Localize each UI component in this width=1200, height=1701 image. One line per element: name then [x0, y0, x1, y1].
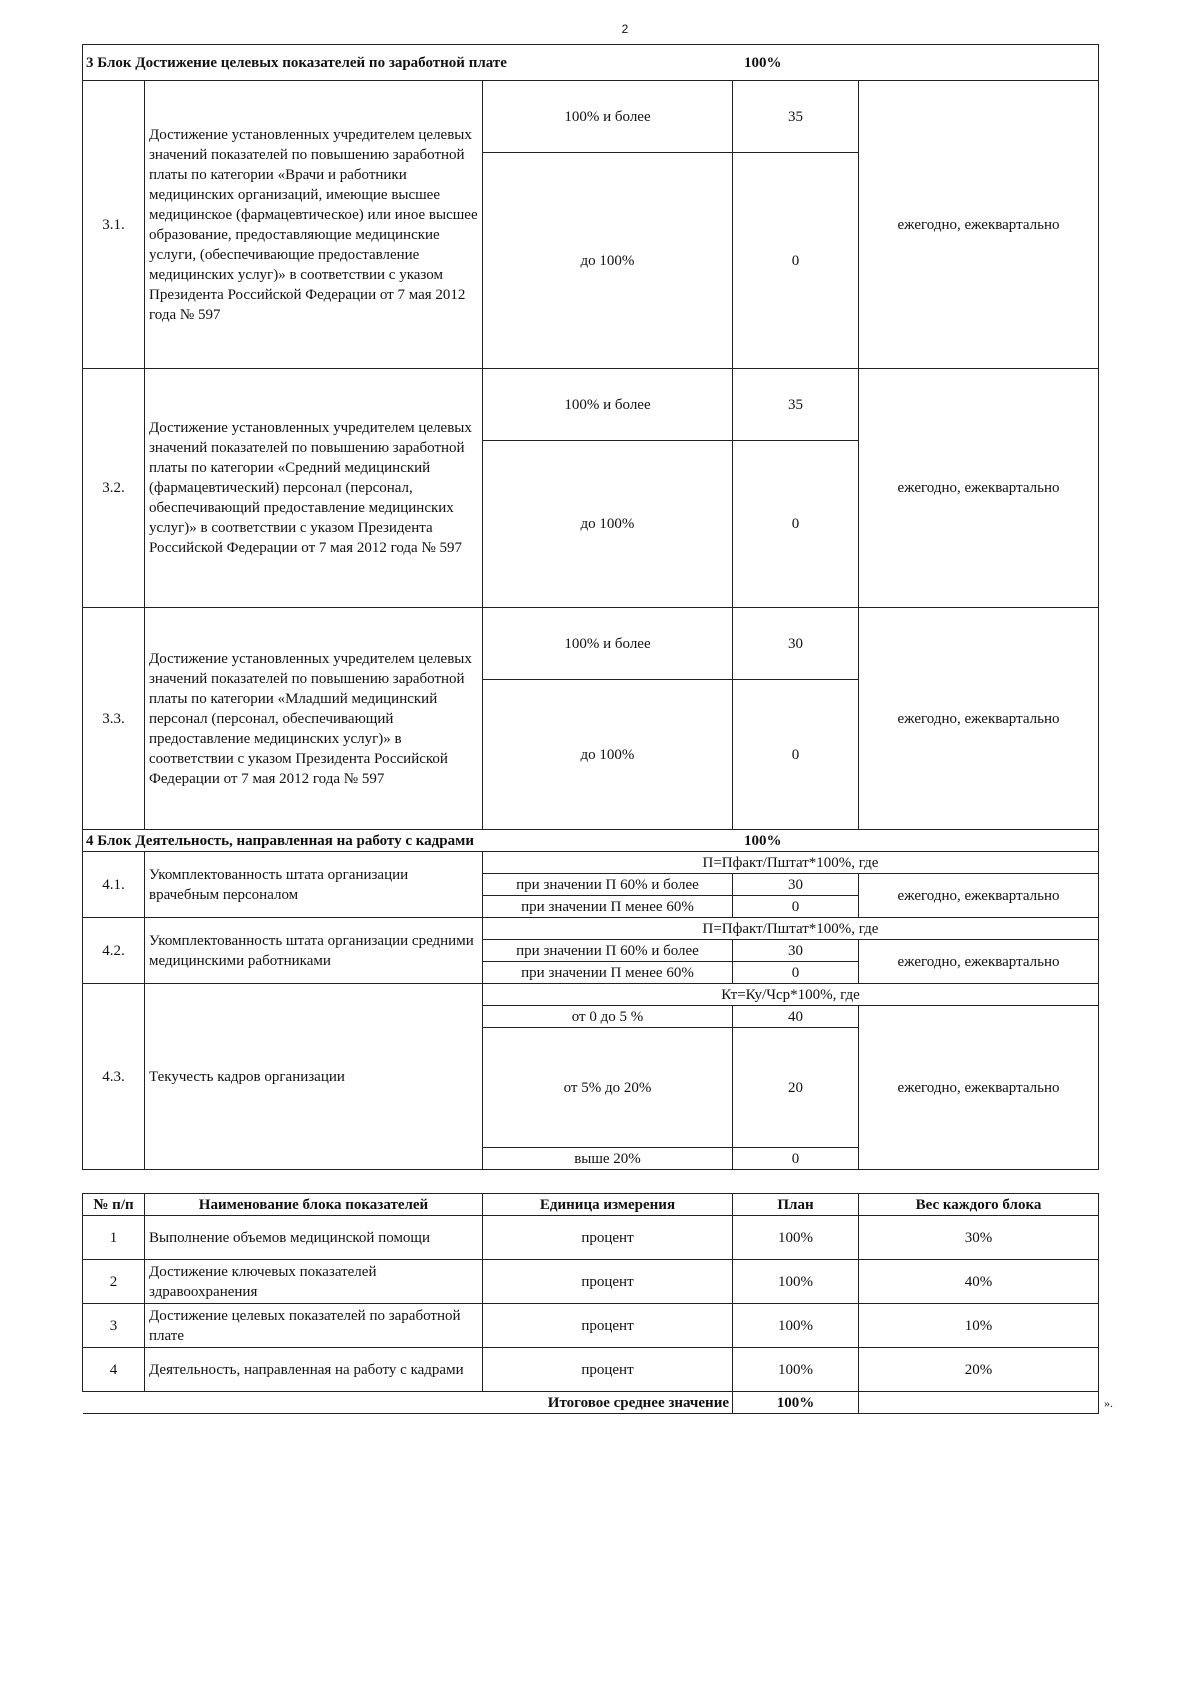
table-row — [83, 1216, 1099, 1260]
summary-total-row — [83, 1392, 1099, 1414]
condition: 100% и более — [483, 369, 733, 441]
indicator-text: Достижение установленных учредителем целевых значений показателей по повышению заработной платы по категории «Младший медицинский персонал (персонал, обеспечивающий предоставление медицинских услуг)» в соответствии с указом Президента Российской Федерации от 7 мая 2012 года № 597 — [145, 608, 483, 830]
indicator-text: Достижение установленных учредителем целевых значений показателей по повышению заработной платы по категории «Средний медицинский (фармацевтический) персонал (персонал, обеспечивающий предоставление медицинских услуг)» в соответствии с указом Президента Российской Федерации от 7 мая 2012 года № 597 — [145, 369, 483, 608]
indicator-text: Укомплектованность штата организации средними медицинскими работниками — [145, 918, 483, 984]
score: 0 — [733, 680, 859, 830]
table-row — [83, 1304, 1099, 1348]
block-name: Деятельность, направленная на работу с кадрами — [145, 1348, 483, 1392]
row-number: 4.3. — [83, 984, 145, 1170]
table-row — [83, 984, 1099, 1006]
condition: выше 20% — [483, 1148, 733, 1170]
plan: 100% — [733, 1216, 859, 1260]
block-name: Достижение ключевых показателей здравоохранения — [145, 1260, 483, 1304]
row-number: 4 — [83, 1348, 145, 1392]
row-number: 1 — [83, 1216, 145, 1260]
indicator-text: Укомплектованность штата организации врачебным персоналом — [145, 852, 483, 918]
period: ежегодно, ежеквартально — [859, 81, 1099, 369]
plan: 100% — [733, 1304, 859, 1348]
formula: П=Пфакт/Пштат*100%, где — [483, 852, 1099, 874]
column-header: Единица измерения — [483, 1194, 733, 1216]
block-weight: 10% — [859, 1304, 1099, 1348]
indicator-text: Текучесть кадров организации — [145, 984, 483, 1170]
total-label: Итоговое среднее значение — [83, 1392, 733, 1414]
block-weight: 30% — [859, 1216, 1099, 1260]
plan: 100% — [733, 1260, 859, 1304]
row-number: 3.2. — [83, 369, 145, 608]
table-row — [83, 81, 1099, 153]
table-row — [83, 852, 1099, 874]
column-header: Вес каждого блока — [859, 1194, 1099, 1216]
period: ежегодно, ежеквартально — [859, 369, 1099, 608]
score: 0 — [733, 153, 859, 369]
block4-header-row — [83, 830, 1099, 852]
total-value: 100% — [733, 1392, 859, 1414]
block3-header-row — [83, 45, 1099, 81]
score: 0 — [733, 896, 859, 918]
score: 20 — [733, 1028, 859, 1148]
table-row — [83, 1260, 1099, 1304]
block-name: Достижение целевых показателей по заработной плате — [145, 1304, 483, 1348]
condition: при значении П 60% и более — [483, 874, 733, 896]
condition: 100% и более — [483, 81, 733, 153]
score: 30 — [733, 874, 859, 896]
period: ежегодно, ежеквартально — [859, 608, 1099, 830]
condition: от 0 до 5 % — [483, 1006, 733, 1028]
page-number: 2 — [621, 22, 629, 36]
score: 30 — [733, 940, 859, 962]
score: 0 — [733, 441, 859, 608]
score: 40 — [733, 1006, 859, 1028]
closing-quote-mark: ». — [1104, 1396, 1113, 1410]
period: ежегодно, ежеквартально — [859, 940, 1099, 984]
block3-weight: 100% — [744, 54, 782, 71]
formula: П=Пфакт/Пштат*100%, где — [483, 918, 1099, 940]
table-row — [83, 918, 1099, 940]
score: 0 — [733, 962, 859, 984]
indicators-table — [82, 44, 1099, 1170]
block4-weight: 100% — [744, 832, 782, 849]
block3-title: 3 Блок Достижение целевых показателей по заработной плате — [86, 54, 507, 71]
row-number: 3 — [83, 1304, 145, 1348]
summary-table — [82, 1193, 1099, 1414]
row-number: 4.1. — [83, 852, 145, 918]
row-number: 4.2. — [83, 918, 145, 984]
indicator-text: Достижение установленных учредителем целевых значений показателей по повышению заработной платы по категории «Врачи и работники медицинских организаций, имеющие высшее медицинское (фармацевтическое) или иное высшее образование, предоставляющие медицинские услуги, (обеспечивающие предоставление медицинских услуг)» в соответствии с указом Президента Российской Федерации от 7 мая 2012 года № 597 — [145, 81, 483, 369]
unit: процент — [483, 1216, 733, 1260]
period: ежегодно, ежеквартально — [859, 874, 1099, 918]
table-row — [83, 608, 1099, 680]
formula: Кт=Ку/Чср*100%, где — [483, 984, 1099, 1006]
score: 30 — [733, 608, 859, 680]
row-number: 3.3. — [83, 608, 145, 830]
block-weight: 40% — [859, 1260, 1099, 1304]
score: 35 — [733, 369, 859, 441]
plan: 100% — [733, 1348, 859, 1392]
row-number: 2 — [83, 1260, 145, 1304]
condition: до 100% — [483, 153, 733, 369]
condition: от 5% до 20% — [483, 1028, 733, 1148]
block-name: Выполнение объемов медицинской помощи — [145, 1216, 483, 1260]
unit: процент — [483, 1304, 733, 1348]
condition: при значении П 60% и более — [483, 940, 733, 962]
score: 35 — [733, 81, 859, 153]
column-header: Наименование блока показателей — [145, 1194, 483, 1216]
period: ежегодно, ежеквартально — [859, 1006, 1099, 1170]
block-weight: 20% — [859, 1348, 1099, 1392]
block4-title: 4 Блок Деятельность, направленная на работу с кадрами — [86, 832, 474, 849]
summary-header-row — [83, 1194, 1099, 1216]
table-row — [83, 369, 1099, 441]
condition: до 100% — [483, 441, 733, 608]
row-number: 3.1. — [83, 81, 145, 369]
unit: процент — [483, 1260, 733, 1304]
score: 0 — [733, 1148, 859, 1170]
table-row — [83, 1348, 1099, 1392]
condition: до 100% — [483, 680, 733, 830]
condition: при значении П менее 60% — [483, 896, 733, 918]
condition: 100% и более — [483, 608, 733, 680]
column-header: № п/п — [83, 1194, 145, 1216]
condition: при значении П менее 60% — [483, 962, 733, 984]
unit: процент — [483, 1348, 733, 1392]
column-header: План — [733, 1194, 859, 1216]
